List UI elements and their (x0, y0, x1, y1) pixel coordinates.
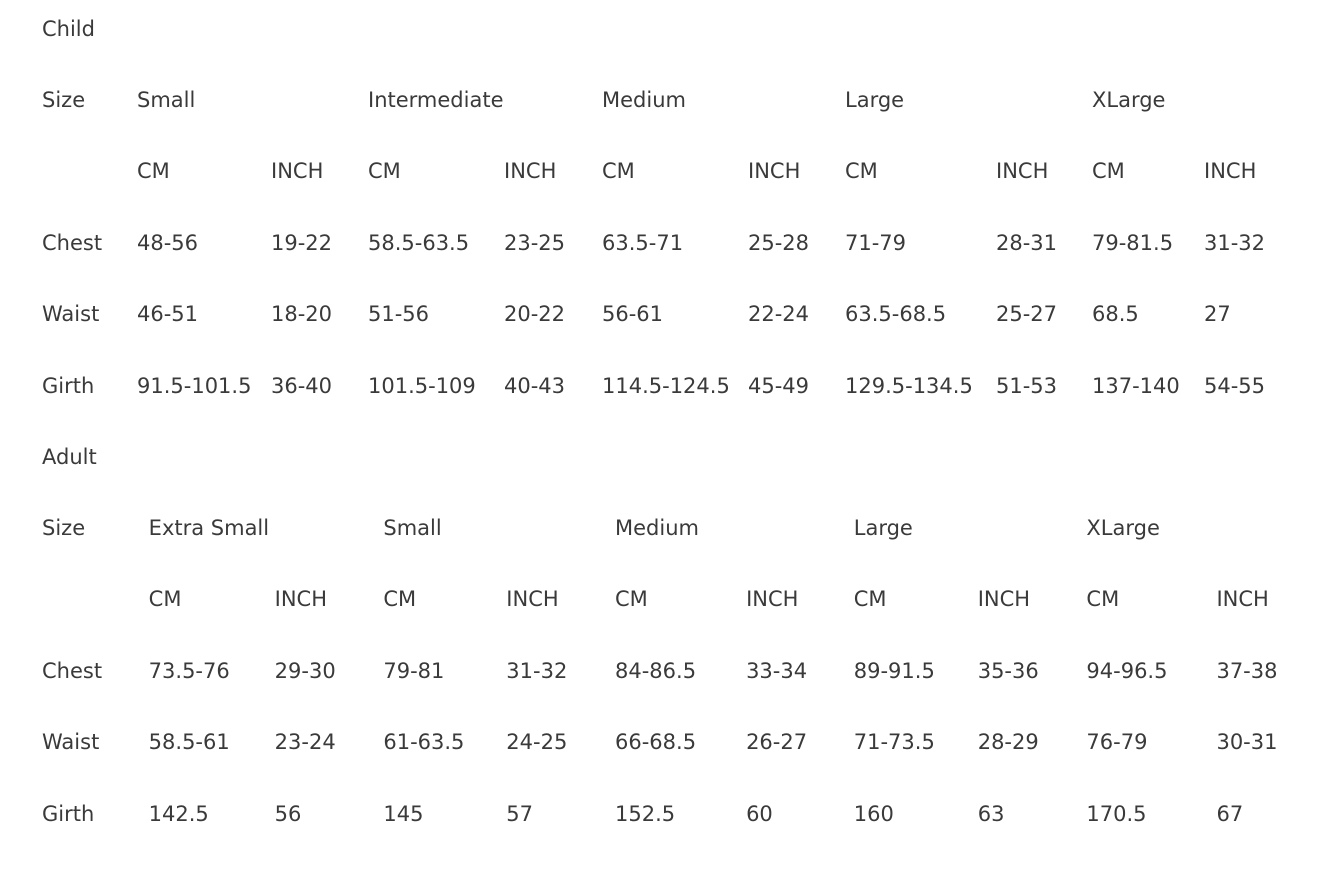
table-row (32, 350, 1292, 421)
table-cell: 129.5-134.5 (845, 373, 973, 398)
table-cell: 28-29 (977, 730, 1039, 755)
table-cell: 152.5 (615, 801, 676, 826)
size-name: Large (845, 88, 905, 113)
row-label: Chest (42, 658, 103, 683)
table-cell: 31-32 (506, 658, 568, 683)
table-cell: 37-38 (1216, 658, 1278, 683)
table-row (32, 778, 1292, 849)
table-cell: 19-22 (271, 230, 333, 255)
table-cell: 160 (853, 801, 894, 826)
unit-cm: CM (602, 159, 635, 184)
size-name: Extra Small (148, 516, 270, 541)
child-size-table (32, 0, 1292, 421)
table-cell: 66-68.5 (615, 730, 697, 755)
table-cell: 33-34 (746, 658, 808, 683)
table-title: Child (42, 16, 95, 41)
table-cell: 61-63.5 (383, 730, 465, 755)
unit-header-row (32, 136, 1292, 207)
table-cell: 27 (1204, 302, 1231, 327)
table-cell: 25-28 (748, 230, 810, 255)
unit-cm: CM (845, 159, 878, 184)
table-cell: 54-55 (1204, 373, 1266, 398)
table-row (32, 207, 1292, 278)
table-cell: 26-27 (746, 730, 808, 755)
table-cell: 67 (1216, 801, 1244, 826)
unit-cm: CM (1092, 159, 1125, 184)
unit-inch: INCH (996, 159, 1049, 184)
size-header-row (32, 492, 1292, 563)
table-cell: 28-31 (996, 230, 1058, 255)
table-row (32, 707, 1292, 778)
unit-inch: INCH (506, 587, 559, 612)
size-header-row (32, 64, 1292, 135)
table-cell: 31-32 (1204, 230, 1266, 255)
table-cell: 24-25 (506, 730, 568, 755)
unit-inch: INCH (1204, 159, 1257, 184)
table-cell: 45-49 (748, 373, 810, 398)
unit-cm: CM (615, 587, 648, 612)
unit-cm: CM (148, 587, 182, 612)
table-cell: 57 (506, 801, 534, 826)
table-cell: 63 (977, 801, 1005, 826)
size-name: Medium (615, 516, 699, 541)
row-label: Chest (42, 230, 103, 255)
unit-inch: INCH (274, 587, 328, 612)
unit-cm: CM (368, 159, 401, 184)
size-name: Intermediate (368, 88, 504, 113)
size-label: Size (42, 88, 86, 113)
table-cell: 56-61 (602, 302, 664, 327)
unit-inch: INCH (746, 587, 799, 612)
table-cell: 60 (746, 801, 773, 826)
size-label: Size (42, 516, 86, 541)
table-cell: 68.5 (1092, 302, 1139, 327)
table-title-row (32, 0, 1292, 64)
table-cell: 22-24 (748, 302, 810, 327)
table-cell: 137-140 (1092, 373, 1180, 398)
unit-cm: CM (137, 159, 170, 184)
table-cell: 73.5-76 (148, 658, 230, 683)
row-label: Waist (42, 730, 100, 755)
table-cell: 145 (383, 801, 424, 826)
table-cell: 71-79 (845, 230, 907, 255)
unit-inch: INCH (977, 587, 1031, 612)
size-name: XLarge (1092, 88, 1166, 113)
empty-cell (32, 136, 127, 207)
table-cell: 58.5-63.5 (368, 230, 470, 255)
table-cell: 30-31 (1216, 730, 1278, 755)
adult-size-table (32, 421, 1292, 849)
table-cell: 51-56 (368, 302, 430, 327)
table-cell: 91.5-101.5 (137, 373, 252, 398)
table-cell: 170.5 (1086, 801, 1147, 826)
table-cell: 23-24 (274, 730, 336, 755)
table-cell: 84-86.5 (615, 658, 697, 683)
row-label: Girth (42, 801, 95, 826)
table-cell: 51-53 (996, 373, 1058, 398)
table-cell: 63.5-68.5 (845, 302, 947, 327)
table-row (32, 279, 1292, 350)
table-cell: 76-79 (1086, 730, 1148, 755)
table-cell: 56 (274, 801, 302, 826)
unit-inch: INCH (1216, 587, 1269, 612)
table-cell: 25-27 (996, 302, 1058, 327)
table-title: Adult (42, 444, 97, 469)
row-label: Girth (42, 373, 95, 398)
unit-cm: CM (853, 587, 887, 612)
table-cell: 46-51 (137, 302, 199, 327)
unit-inch: INCH (748, 159, 801, 184)
table-cell: 79-81 (383, 658, 445, 683)
unit-header-row (32, 564, 1292, 635)
table-cell: 71-73.5 (853, 730, 935, 755)
table-cell: 114.5-124.5 (602, 373, 730, 398)
table-cell: 101.5-109 (368, 373, 476, 398)
table-cell: 89-91.5 (853, 658, 935, 683)
unit-inch: INCH (271, 159, 324, 184)
size-name: Large (853, 516, 913, 541)
table-cell: 18-20 (271, 302, 333, 327)
unit-cm: CM (1086, 587, 1120, 612)
table-cell: 29-30 (274, 658, 336, 683)
table-cell: 142.5 (148, 801, 209, 826)
table-cell: 35-36 (977, 658, 1039, 683)
size-name: Small (137, 88, 196, 113)
size-name: XLarge (1086, 516, 1160, 541)
table-cell: 79-81.5 (1092, 230, 1174, 255)
table-cell: 48-56 (137, 230, 199, 255)
table-cell: 20-22 (504, 302, 566, 327)
unit-inch: INCH (504, 159, 557, 184)
table-cell: 58.5-61 (148, 730, 230, 755)
table-cell: 63.5-71 (602, 230, 684, 255)
size-name: Medium (602, 88, 686, 113)
size-name: Small (383, 516, 442, 541)
table-cell: 23-25 (504, 230, 566, 255)
table-cell: 40-43 (504, 373, 566, 398)
empty-cell (32, 564, 139, 635)
table-cell: 36-40 (271, 373, 333, 398)
unit-cm: CM (383, 587, 417, 612)
row-label: Waist (42, 302, 100, 327)
table-row (32, 635, 1292, 706)
table-cell: 94-96.5 (1086, 658, 1168, 683)
table-title-row (32, 421, 1292, 492)
